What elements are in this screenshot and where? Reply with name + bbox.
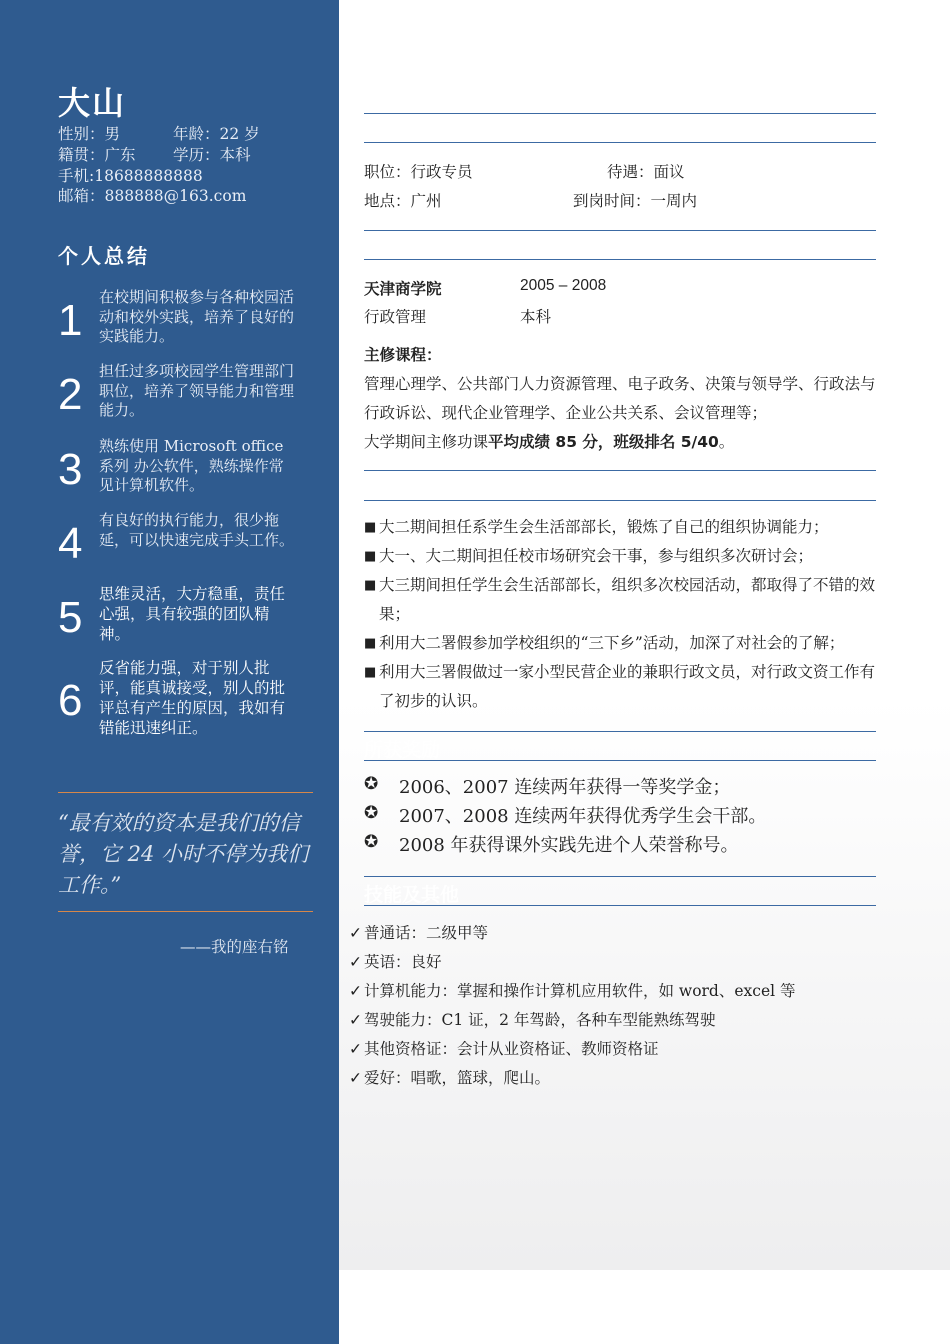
gpa-highlight: 平均成绩 85 分，班级排名 5/40 bbox=[488, 433, 719, 451]
checkmark-icon: ✓ bbox=[349, 1069, 362, 1087]
checkmark-icon: ✓ bbox=[349, 982, 362, 1000]
summary-item bbox=[58, 511, 298, 577]
skill-item bbox=[349, 1064, 889, 1093]
education-section-title: 教育背景 bbox=[364, 238, 441, 260]
practice-list bbox=[364, 513, 894, 716]
section-rule bbox=[364, 760, 876, 761]
motto-attribution: ——我的座右铭 bbox=[180, 938, 289, 956]
star-icon: ✪ bbox=[364, 803, 379, 823]
checkmark-icon: ✓ bbox=[349, 1040, 362, 1058]
job-salary: 待遇：面议 bbox=[607, 163, 685, 181]
practice-item bbox=[364, 571, 889, 629]
summary-text: 思维灵活，大方稳重，责任心强，具有较强的团队精神。 bbox=[99, 586, 286, 643]
job-start-time: 到岗时间：一周内 bbox=[573, 192, 698, 210]
summary-number: 6 bbox=[58, 676, 83, 725]
courses-list: 管理心理学、公共部门人力资源管理、电子政务、决策与领导学、行政法与行政诉讼、现代企业管理学、企业公共关系、会议管理等； bbox=[364, 375, 876, 422]
age: 年龄：22 岁 bbox=[173, 125, 260, 143]
skills-section-title: 技能及其他 bbox=[364, 884, 460, 906]
section-rule bbox=[364, 113, 876, 114]
skill-item bbox=[349, 948, 889, 977]
sidebar bbox=[0, 0, 339, 1344]
motto-quote: “最有效的资本是我们的信誉，它 24 小时不停为我们工作。” bbox=[58, 811, 309, 897]
award-item bbox=[364, 831, 884, 860]
school-name: 天津商学院 bbox=[364, 280, 442, 298]
section-rule bbox=[364, 876, 876, 877]
skill-text: 计算机能力：掌握和操作计算机应用软件，如 word、excel 等 bbox=[364, 982, 796, 1000]
summary-item bbox=[58, 362, 298, 428]
summary-text: 有良好的执行能力，很少拖延，可以快速完成手头工作。 bbox=[99, 511, 295, 549]
gpa-suffix: 。 bbox=[718, 433, 735, 451]
summary-item bbox=[58, 585, 298, 651]
practice-item bbox=[364, 513, 894, 542]
skill-text: 普通话：二级甲等 bbox=[364, 924, 489, 942]
hometown: 籍贯：广东 bbox=[58, 146, 136, 164]
summary-number: 3 bbox=[58, 445, 83, 494]
awards-list bbox=[364, 773, 884, 860]
square-bullet-icon: ■ bbox=[364, 665, 377, 680]
skill-item bbox=[349, 919, 889, 948]
section-rule bbox=[364, 500, 876, 501]
section-rule bbox=[364, 905, 876, 906]
checkmark-icon: ✓ bbox=[349, 1011, 362, 1029]
practice-item bbox=[364, 542, 894, 571]
summary-number: 2 bbox=[58, 370, 83, 419]
square-bullet-icon: ■ bbox=[364, 520, 377, 535]
phone: 手机:18688888888 bbox=[58, 167, 203, 185]
courses-block bbox=[364, 370, 884, 457]
degree: 本科 bbox=[520, 308, 552, 326]
practice-text: 利用大二署假参加学校组织的“三下乡”活动，加深了对社会的了解； bbox=[379, 634, 845, 652]
section-rule bbox=[364, 142, 876, 143]
checkmark-icon: ✓ bbox=[349, 924, 362, 942]
star-icon: ✪ bbox=[364, 774, 379, 794]
quote-divider-top bbox=[58, 792, 313, 793]
summary-text: 在校期间积极参与各种校园活动和校外实践，培养了良好的实践能力。 bbox=[99, 288, 295, 345]
awards-section-title: 所获奖励 bbox=[364, 739, 441, 761]
info-row-hometown-education bbox=[58, 143, 251, 165]
gender: 性别：男 bbox=[58, 125, 121, 143]
practice-item bbox=[364, 658, 889, 716]
award-item bbox=[364, 773, 884, 802]
star-icon: ✪ bbox=[364, 832, 379, 852]
summary-title: 个人总结 bbox=[58, 244, 150, 268]
quote-divider-bottom bbox=[58, 911, 313, 912]
school-years: 2005 – 2008 bbox=[520, 277, 607, 294]
major: 行政管理 bbox=[364, 308, 427, 326]
summary-number: 1 bbox=[58, 296, 83, 345]
summary-item bbox=[58, 437, 298, 503]
practice-text: 利用大三署假做过一家小型民营企业的兼职行政文员，对行政文资工作有了初步的认识。 bbox=[379, 663, 876, 710]
section-rule bbox=[364, 731, 876, 732]
section-rule bbox=[364, 259, 876, 260]
practice-text: 大二期间担任系学生会生活部部长，锻炼了自己的组织协调能力； bbox=[379, 518, 829, 536]
courses-label: 主修课程： bbox=[364, 346, 442, 364]
practice-section-title: 实践经历 bbox=[364, 478, 441, 500]
summary-item bbox=[58, 659, 298, 743]
practice-text: 大一、大二期间担任校市场研究会干事，参与组织多次研讨会； bbox=[379, 547, 814, 565]
checkmark-icon: ✓ bbox=[349, 953, 362, 971]
skill-text: 其他资格证：会计从业资格证、教师资格证 bbox=[364, 1040, 659, 1058]
practice-text: 大三期间担任学生会生活部部长，组织多次校园活动，都取得了不错的效果； bbox=[379, 576, 876, 623]
summary-number: 5 bbox=[58, 593, 83, 642]
section-rule bbox=[364, 470, 876, 471]
square-bullet-icon: ■ bbox=[364, 636, 377, 651]
summary-number: 4 bbox=[58, 519, 83, 568]
summary-item bbox=[58, 288, 298, 354]
gpa-prefix: 大学期间主修功课 bbox=[364, 433, 489, 451]
award-text: 2007、2008 连续两年获得优秀学生会干部。 bbox=[399, 806, 767, 827]
skill-text: 爱好：唱歌，篮球，爬山。 bbox=[364, 1069, 551, 1087]
summary-text: 熟练使用 Microsoft office 系列 办公软件，熟练操作常见计算机软件。 bbox=[99, 437, 284, 494]
summary-text: 反省能力强，对于别人批评，能真诚接受，别人的批评总有产生的原因，我如有错能迅速纠正。 bbox=[99, 660, 286, 737]
candidate-name: 大山 bbox=[58, 84, 127, 122]
job-location: 地点：广州 bbox=[364, 192, 442, 210]
skill-text: 英语：良好 bbox=[364, 953, 442, 971]
summary-text: 担任过多项校园学生管理部门职位，培养了领导能力和管理能力。 bbox=[99, 362, 295, 419]
award-text: 2008 年获得课外实践先进个人荣誉称号。 bbox=[399, 835, 739, 856]
skills-list bbox=[349, 919, 889, 1093]
section-rule bbox=[364, 230, 876, 231]
award-text: 2006、2007 连续两年获得一等奖学金； bbox=[399, 777, 731, 798]
skill-item bbox=[349, 977, 889, 1006]
practice-item bbox=[364, 629, 894, 658]
square-bullet-icon: ■ bbox=[364, 578, 377, 593]
skill-item bbox=[349, 1006, 889, 1035]
info-row-gender-age bbox=[58, 122, 260, 144]
education-level: 学历：本科 bbox=[173, 146, 251, 164]
job-position: 职位：行政专员 bbox=[364, 163, 473, 181]
award-item bbox=[364, 802, 884, 831]
square-bullet-icon: ■ bbox=[364, 549, 377, 564]
gpa-line bbox=[364, 428, 884, 457]
skill-item bbox=[349, 1035, 889, 1064]
skill-text: 驾驶能力：C1 证，2 年驾龄，各种车型能熟练驾驶 bbox=[364, 1011, 716, 1029]
email: 邮箱：888888@163.com bbox=[58, 187, 247, 205]
